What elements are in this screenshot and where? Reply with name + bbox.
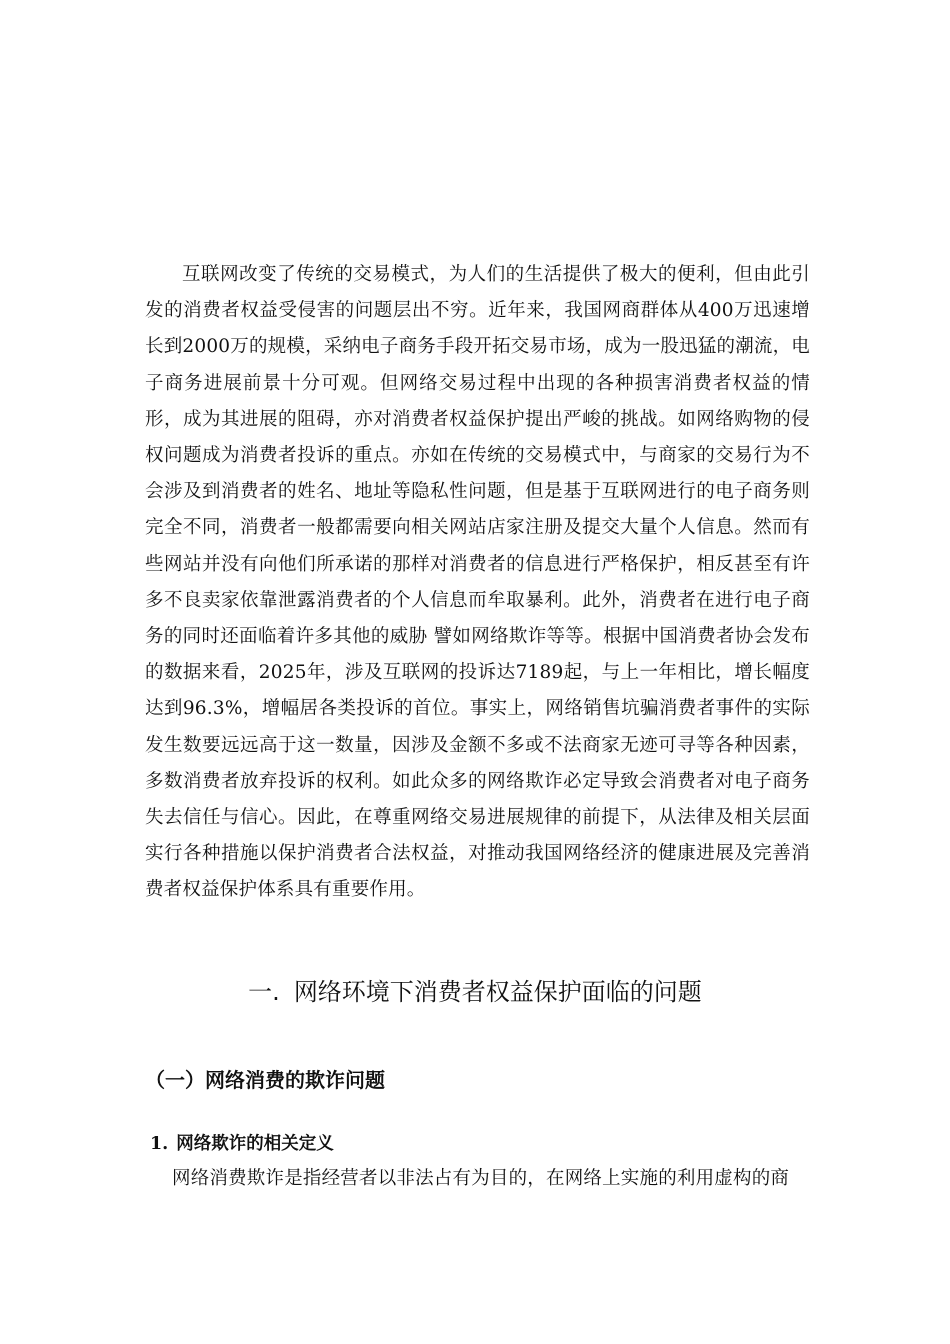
subsection-number: 1. — [150, 1134, 169, 1154]
subsection-heading — [150, 1130, 334, 1155]
subsection-title-text: 网络欺诈的相关定义 — [176, 1134, 334, 1154]
intro-paragraph: 互联网改变了传统的交易模式，为人们的生活提供了极大的便利，但由此引发的消费者权益受侵害的问题层出不穷。近年来，我国网商群体从400万迅速增长到2000万的规模，采纳电子商务手段开拓交易市场，成为一股迅猛的潮流，电子商务进展前景十分可观。但网络交易过程中出现的各种损害消费者权益的情形，成为其进展的阻碍，亦对消费者权益保护提出严峻的挑战。如网络购物的侵权问题成为消费者投诉的重点。亦如在传统的交易模式中，与商家的交易行为不会涉及到消费者的姓名、地址等隐私性问题，但是基于互联网进行的电子商务则完全不同，消费者一般都需要向相关网站店家注册及提交大量个人信息。然而有些网站并没有向他们所承诺的那样对消费者的信息进行严格保护，相反甚至有许多不良卖家依靠泄露消费者的个人信息而牟取暴利。此外，消费者在进行电子商务的同时还面临着许多其他的威胁 譬如网络欺诈等等。根据中国消费者协会发布的数据来看，2025年，涉及互联网的投诉达7189起，与上一年相比，增长幅度达到96.3%，增幅居各类投诉的首位。事实上，网络销售坑骗消费者事件的实际发生数要远远高于这一数量，因涉及金额不多或不法商家无迹可寻等各种因素，多数消费者放弃投诉的权利。如此众多的网络欺诈必定导致会消费者对电子商务失去信任与信心。因此，在尊重网络交易进展规律的前提下，从法律及相关层面实行各种措施以保护消费者合法权益，对推动我国网络经济的健康进展及完善消费者权益保护体系具有重要作用。 — [145, 264, 810, 901]
chapter-heading — [0, 972, 950, 1007]
definition-paragraph: 网络消费欺诈是指经营者以非法占有为目的，在网络上实施的利用虚构的商 — [172, 1168, 790, 1189]
chapter-number: 一. — [248, 978, 280, 1006]
chapter-title-text: 网络环境下消费者权益保护面临的问题 — [293, 978, 702, 1006]
section-heading: （一）网络消费的欺诈问题 — [145, 1068, 385, 1092]
